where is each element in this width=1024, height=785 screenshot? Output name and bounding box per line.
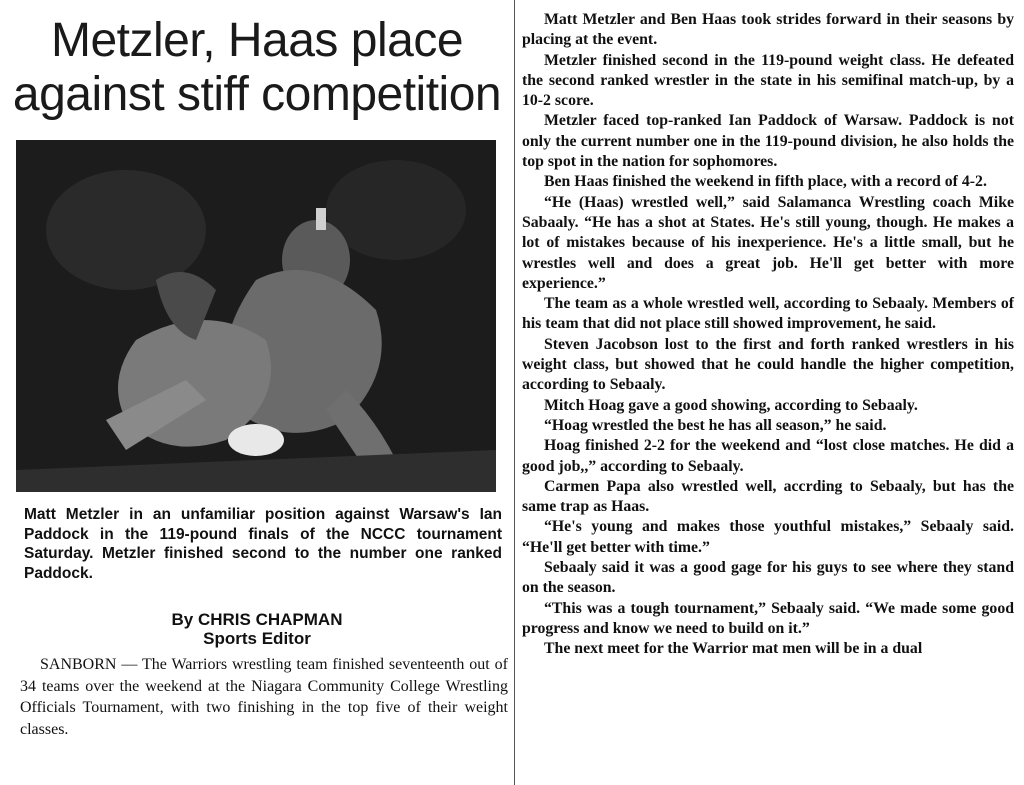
article-paragraph: Sebaaly said it was a good gage for his guys to see where they stand on the season. bbox=[522, 559, 1014, 597]
article-paragraph: Carmen Papa also wrestled well, accrding to Sebaaly, but has the same trap as Haas. bbox=[522, 477, 1014, 516]
right-column bbox=[522, 10, 1014, 660]
article-paragraph: Ben Haas finished the weekend in fifth place, with a record of 4-2. bbox=[544, 173, 987, 191]
article-paragraph: Steven Jacobson lost to the first and forth ranked wrestlers in his weight class, but showed that he could handle the higher competition, according to Sebaaly. bbox=[522, 335, 1014, 394]
photo-caption: Matt Metzler in an unfamiliar position against Warsaw's Ian Paddock in the 119-pound finals of the NCCC tournament Saturday. Metzler finished second to the number one ranked Paddock. bbox=[24, 506, 502, 582]
headline: Metzler, Haas place against stiff competition bbox=[12, 14, 502, 121]
article-paragraph: Metzler finished second in the 119-pound weight class. He defeated the second ranked wrestler in the state in his semifinal match-up, by a 10-2 score. bbox=[522, 51, 1014, 110]
article-paragraph: Hoag finished 2-2 for the weekend and “lost close matches. He did a good job,,” according to Sebaaly. bbox=[522, 437, 1014, 475]
left-column bbox=[10, 0, 508, 785]
article-paragraph: The next meet for the Warrior mat men will be in a dual bbox=[544, 640, 923, 658]
article-paragraph: “This was a tough tournament,” Sebaaly said. “We made some good progress and know we need to build on it.” bbox=[522, 599, 1014, 637]
lead-paragraph: SANBORN — The Warriors wrestling team finished seventeenth out of 34 teams over the weekend at the Niagara Community College Wrestling Officials Tournament, with two finishing in the top five of their weight classes. bbox=[20, 656, 508, 738]
article-paragraph: “He's young and makes those youthful mistakes,” Sebaaly said. “He'll get better with time.” bbox=[522, 518, 1014, 556]
column-divider bbox=[514, 0, 515, 785]
article-paragraph: Mitch Hoag gave a good showing, according to Sebaaly. bbox=[544, 396, 918, 414]
byline bbox=[10, 610, 504, 648]
article-paragraph: The team as a whole wrestled well, according to Sebaaly. Members of his team that did not place still showed improvement, he said. bbox=[522, 295, 1014, 333]
byline-title: Sports Editor bbox=[203, 629, 311, 648]
article-paragraph: “Hoag wrestled the best he has all season,” he said. bbox=[544, 416, 887, 434]
article-paragraph: “He (Haas) wrestled well,” said Salamanca Wrestling coach Mike Sabaaly. “He has a shot at States. He's still young, though. He makes a lot of mistakes because of his inexperience. He's a little small, but he wrestles well and does a great job. He'll get better with more experience.” bbox=[522, 193, 1014, 292]
wrestling-photo bbox=[16, 140, 496, 492]
article-paragraph: Matt Metzler and Ben Haas took strides forward in their seasons by placing at the event. bbox=[522, 11, 1014, 49]
article-paragraph: Metzler faced top-ranked Ian Paddock of Warsaw. Paddock is not only the current number one in the 119-pound division, he also holds the top spot in the nation for sophomores. bbox=[522, 112, 1014, 171]
byline-author: By CHRIS CHAPMAN bbox=[171, 610, 343, 629]
